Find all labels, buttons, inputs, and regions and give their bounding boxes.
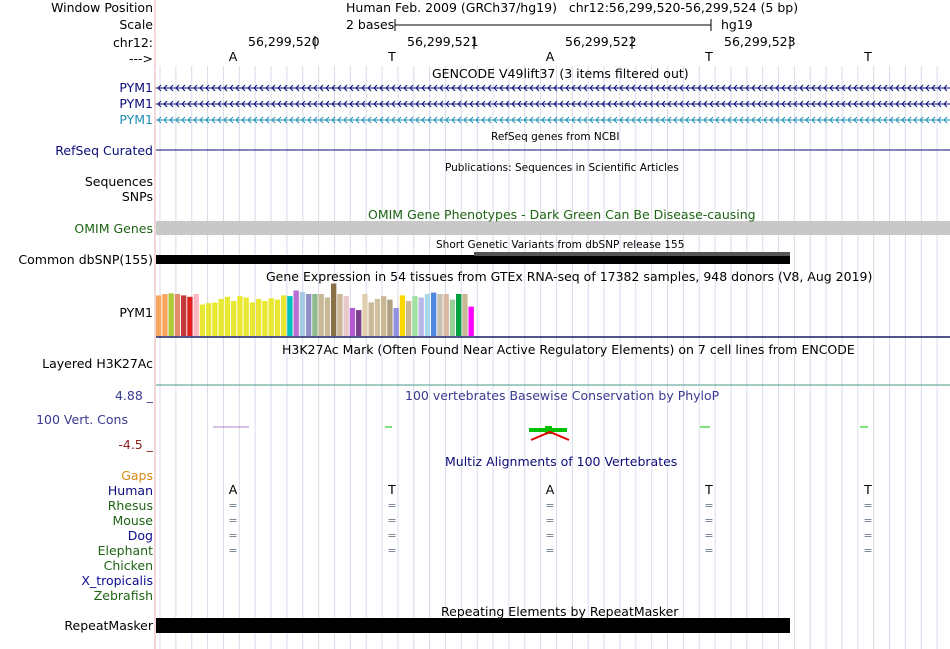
alignment-match: = — [545, 514, 555, 527]
gencode-track-title: GENCODE V49lift37 (3 items filtered out) — [432, 66, 689, 81]
gtex-tissue-bar — [387, 300, 392, 336]
strand-label: ---> — [128, 51, 153, 66]
position-tick: 56,299,521 — [407, 34, 479, 49]
gtex-tissue-bar — [256, 299, 261, 336]
phylop-track-label[interactable]: 100 Vert. Cons — [36, 412, 128, 427]
species-label-mouse[interactable]: Mouse — [112, 513, 153, 528]
species-label-x-tropicalis[interactable]: X_tropicalis — [81, 573, 153, 588]
alignment-match: = — [228, 514, 238, 527]
gtex-tissue-bar — [206, 303, 211, 336]
refseq-track-label[interactable]: RefSeq Curated — [55, 143, 153, 158]
alignment-match: = — [863, 499, 873, 512]
omim-track-label[interactable]: OMIM Genes — [74, 221, 153, 236]
gtex-tissue-bar — [462, 294, 467, 336]
omim-feature — [156, 221, 950, 235]
gtex-tissue-bar — [231, 301, 236, 336]
alignment-match: = — [704, 529, 714, 542]
gtex-tissue-bar — [456, 294, 461, 336]
gtex-tissue-bar — [294, 291, 299, 337]
gtex-tissue-bar — [162, 294, 167, 336]
scale-assembly: hg19 — [721, 17, 753, 32]
alignment-match: = — [863, 544, 873, 557]
chrom-label: chr12: — [112, 35, 153, 50]
gtex-tissue-bar — [269, 298, 274, 336]
gtex-tissue-bar — [406, 301, 411, 336]
window-position-label: Window Position — [51, 0, 153, 15]
gtex-tissue-bar — [419, 298, 424, 337]
gtex-tissue-bar — [169, 293, 174, 336]
alignment-match: = — [228, 529, 238, 542]
gtex-tissue-bar — [175, 294, 180, 336]
gtex-tissue-bar — [306, 294, 311, 336]
alignment-match: = — [704, 514, 714, 527]
gtex-tissue-bar — [450, 300, 455, 336]
gtex-tissue-bar — [362, 294, 367, 336]
gtex-tissue-bar — [244, 298, 249, 337]
gtex-tissue-bar — [350, 308, 355, 336]
gtex-tissue-bar — [331, 284, 336, 337]
alignment-base: A — [545, 482, 555, 497]
gtex-tissue-bar — [300, 292, 305, 336]
species-label-elephant[interactable]: Elephant — [97, 543, 153, 558]
position-tick: 56,299,523 — [724, 34, 796, 49]
gtex-tissue-bar — [412, 296, 417, 336]
species-label-rhesus[interactable]: Rhesus — [107, 498, 153, 513]
alignment-match: = — [545, 544, 555, 557]
scale-value: 2 bases — [346, 17, 395, 32]
multiz-gaps-label[interactable]: Gaps — [121, 468, 153, 483]
species-label-dog[interactable]: Dog — [127, 528, 153, 543]
window-position-value: Human Feb. 2009 (GRCh37/hg19) chr12:56,299,520-56,299,524 (5 bp) — [346, 0, 799, 15]
species-label-chicken[interactable]: Chicken — [103, 558, 153, 573]
gtex-tissue-bar — [187, 297, 192, 336]
gtex-tissue-bar — [344, 296, 349, 336]
gencode-item-label[interactable]: PYM1 — [119, 96, 153, 111]
multiz-track-title: Multiz Alignments of 100 Vertebrates — [445, 454, 678, 469]
alignment-base: T — [705, 482, 713, 497]
publications-track-label[interactable]: Sequences — [84, 174, 153, 189]
h3k27ac-track-title: H3K27Ac Mark (Often Found Near Active Regulatory Elements) on 7 cell lines from ENCODE — [282, 342, 855, 357]
base-letter: T — [388, 49, 396, 64]
repeatmasker-track-label[interactable]: RepeatMasker — [64, 618, 153, 633]
gtex-tissue-bar — [375, 299, 380, 336]
gtex-tissue-bar — [469, 307, 474, 336]
gtex-tissue-bar — [275, 300, 280, 336]
base-letter: A — [545, 49, 555, 64]
gtex-tissue-bar — [194, 294, 199, 336]
scale-label: Scale — [119, 17, 153, 32]
alignment-match: = — [545, 499, 555, 512]
gtex-tissue-bar — [219, 299, 224, 336]
gtex-tissue-bar — [237, 296, 242, 336]
phylop-track-title: 100 vertebrates Basewise Conservation by PhyloP — [405, 388, 720, 403]
alignment-match: = — [387, 529, 397, 542]
alignment-match: = — [387, 514, 397, 527]
gtex-tissue-bar — [325, 298, 330, 337]
alignment-match: = — [228, 499, 238, 512]
phylop-max-label: 4.88 _ — [114, 388, 153, 403]
gtex-tissue-bar — [337, 294, 342, 336]
gtex-tissue-bar — [212, 302, 217, 336]
alignment-match: = — [863, 514, 873, 527]
position-tick: 56,299,522 — [565, 34, 637, 49]
alignment-base: T — [388, 482, 396, 497]
gtex-tissue-bar — [431, 293, 436, 336]
phylop-min-label: -4.5 _ — [118, 437, 153, 452]
h3k27ac-track-label[interactable]: Layered H3K27Ac — [42, 356, 153, 371]
gencode-item-label[interactable]: PYM1 — [119, 80, 153, 95]
snps-track-label[interactable]: SNPs — [121, 189, 153, 204]
alignment-match: = — [387, 499, 397, 512]
gtex-tissue-bar — [381, 296, 386, 336]
repeatmasker-track-title: Repeating Elements by RepeatMasker — [441, 604, 679, 619]
gencode-item-label[interactable]: PYM1 — [119, 112, 153, 127]
repeatmasker-feature — [156, 618, 790, 633]
gtex-tissue-bar — [262, 301, 267, 336]
gtex-tissue-bar — [181, 295, 186, 336]
position-tick: 56,299,520 — [248, 34, 320, 49]
gtex-tissue-bar — [156, 295, 161, 336]
alignment-match: = — [704, 544, 714, 557]
gtex-tissue-bar — [225, 297, 230, 336]
gtex-tissue-bar — [437, 294, 442, 336]
gtex-tissue-bar — [394, 308, 399, 336]
gtex-tissue-bar — [356, 310, 361, 336]
gtex-tissue-bar — [281, 295, 286, 336]
alignment-match: = — [863, 529, 873, 542]
base-letter: A — [228, 49, 238, 64]
alignment-base: T — [864, 482, 872, 497]
alignment-match: = — [704, 499, 714, 512]
base-letter: T — [705, 49, 713, 64]
alignment-match: = — [228, 544, 238, 557]
dbsnp-feature — [156, 255, 790, 264]
alignment-match: = — [387, 544, 397, 557]
dbsnp-track-label[interactable]: Common dbSNP(155) — [18, 252, 153, 267]
dbsnp-track-title: Short Genetic Variants from dbSNP release 155 — [436, 239, 685, 251]
omim-track-title: OMIM Gene Phenotypes - Dark Green Can Be Disease-causing — [368, 207, 756, 222]
gtex-track-title: Gene Expression in 54 tissues from GTEx RNA-seq of 17382 samples, 948 donors (V8, Aug 2019) — [266, 269, 873, 284]
gtex-tissue-bar — [444, 294, 449, 336]
gtex-tissue-bar — [200, 305, 205, 337]
gtex-tissue-bar — [319, 294, 324, 336]
alignment-match: = — [545, 529, 555, 542]
gtex-track-label[interactable]: PYM1 — [119, 305, 153, 320]
gtex-tissue-bar — [425, 294, 430, 336]
gtex-tissue-bar — [287, 296, 292, 336]
species-label-zebrafish[interactable]: Zebrafish — [93, 588, 153, 603]
gtex-tissue-bar — [400, 295, 405, 336]
alignment-base: A — [228, 482, 238, 497]
gtex-tissue-bar — [312, 294, 317, 336]
species-label-human[interactable]: Human — [107, 483, 153, 498]
gtex-tissue-bar — [369, 302, 374, 336]
gtex-tissue-bar — [250, 302, 255, 336]
refseq-track-title: RefSeq genes from NCBI — [491, 131, 620, 143]
base-letter: T — [864, 49, 872, 64]
publications-track-title: Publications: Sequences in Scientific Articles — [445, 162, 679, 174]
